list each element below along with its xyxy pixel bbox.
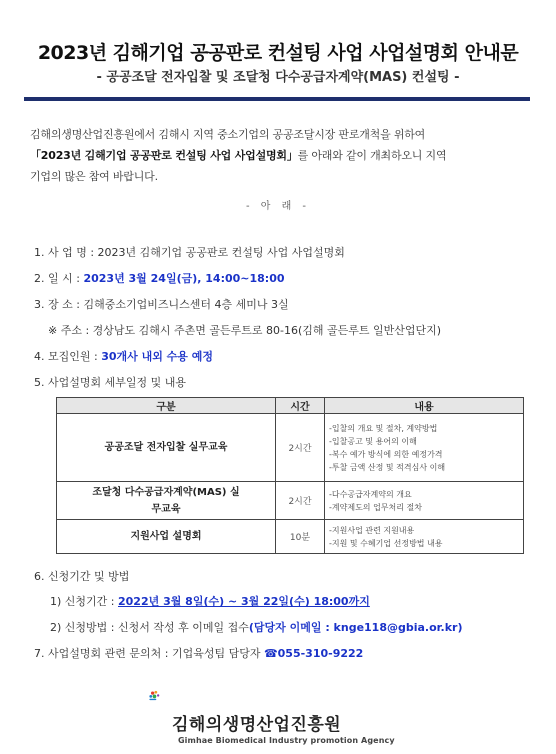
method-label: 2) 신청방법 : 신청서 작성 후 이메일 접수: [50, 621, 249, 634]
item-date: [34, 270, 285, 286]
row-content: [325, 520, 524, 554]
intro-line-3: 기업의 많은 참여 바랍니다.: [30, 170, 158, 183]
item-apply-period: [50, 593, 370, 609]
row-time: 10분: [276, 520, 325, 554]
item-address: ※ 주소 : 경상남도 김해시 주촌면 골든루트로 80-16(김해 골든루트 일반산업단지): [48, 324, 442, 337]
row-content: [325, 414, 524, 482]
item-apply: 6. 신청기간 및 방법: [34, 570, 130, 583]
recruit-value: 30개사 내외 수용 예정: [101, 350, 214, 363]
intro-line-1: 김해의생명산업진흥원에서 김해시 지역 중소기업의 공공조달시장 판로개척을 위하여: [30, 128, 426, 141]
agency-logo-english: Gimhae Biomedical Industry promotion Agency: [178, 736, 395, 745]
content-line: -계약제도의 업무처리 절차: [329, 502, 422, 512]
item-contact: [34, 645, 363, 661]
row-category: 지원사업 설명회: [57, 520, 276, 554]
contact-phone: ☎055-310-9222: [263, 647, 364, 660]
date-value: 2023년 3월 24일(금), 14:00~18:00: [83, 272, 285, 285]
agency-logo-name: 김해의생명산업진흥원: [172, 715, 342, 735]
table-row: [57, 414, 524, 482]
table-row: [57, 520, 524, 554]
method-email[interactable]: (담당자 이메일 : knge118@gbia.or.kr): [248, 621, 463, 634]
content-line: -입찰공고 및 용어의 이해: [329, 436, 417, 446]
row-category: 공공조달 전자입찰 실무교육: [57, 414, 276, 482]
schedule-table: [56, 397, 524, 554]
content-line: -지원 및 수혜기업 선정방법 내용: [329, 538, 443, 548]
intro-event-name: 「2023년 김해기업 공공판로 컨설팅 사업 사업설명회」: [30, 149, 298, 162]
table-header-time: 시간: [276, 398, 325, 414]
content-line: -투찰 금액 산정 및 적격심사 이해: [329, 462, 446, 472]
intro-line-2: [30, 145, 530, 166]
contact-label: 7. 사업설명회 관련 문의처 : 기업육성팀 담당자: [34, 647, 264, 660]
item-business-name: 1. 사 업 명 : 2023년 김해기업 공공판로 컨설팅 사업 사업설명회: [34, 246, 345, 259]
item-schedule: 5. 사업설명회 세부일정 및 내용: [34, 376, 186, 389]
row-content: [325, 482, 524, 520]
intro-paragraph: [30, 124, 530, 187]
row-category-text: 조달청 다수공급자계약(MAS) 실무교육: [92, 486, 240, 515]
table-header-category: 구분: [57, 398, 276, 414]
recruit-label: 4. 모집인원 :: [34, 350, 102, 363]
row-time: 2시간: [276, 414, 325, 482]
title-divider: [24, 97, 530, 101]
table-header-content: 내용: [325, 398, 524, 414]
period-label: 1) 신청기간 :: [50, 595, 118, 608]
page-title: 2023년 김해기업 공공판로 컨설팅 사업 사업설명회 안내문: [37, 42, 519, 64]
period-value: 2022년 3월 8일(수) ~ 3월 22일(수) 18:00까지: [118, 595, 370, 608]
section-mark: - 아 래 -: [245, 201, 311, 212]
row-time: 2시간: [276, 482, 325, 520]
page-subtitle: - 공공조달 전자입찰 및 조달청 다수공급자계약(MAS) 컨설팅 -: [96, 70, 460, 85]
content-line: -입찰의 개요 및 절차, 계약방법: [329, 423, 438, 433]
row-category: [57, 482, 276, 520]
intro-line-2-rest: 를 아래와 같이 개최하오니 지역: [297, 149, 447, 162]
table-row: [57, 482, 524, 520]
content-line: -복수 예가 방식에 의한 예정가격: [329, 449, 443, 459]
content-line: -다수공급자계약의 개요: [329, 489, 412, 499]
content-line: -지원사업 관련 지원내용: [329, 525, 415, 535]
item-place: 3. 장 소 : 김해중소기업비즈니스센터 4층 세미나 3실: [34, 298, 289, 311]
item-apply-method: [50, 619, 462, 635]
date-label: 2. 일 시 :: [34, 272, 84, 285]
item-recruit: [34, 348, 213, 364]
